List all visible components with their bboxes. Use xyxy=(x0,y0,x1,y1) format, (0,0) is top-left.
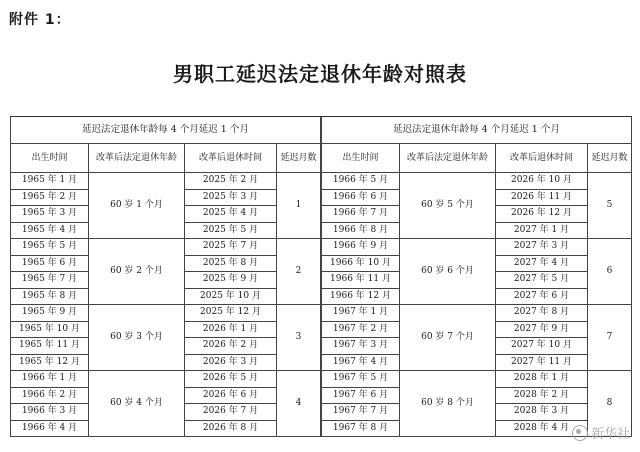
retirement-date-cell: 2026 年 1 月 xyxy=(185,321,277,338)
birth-date-cell: 1965 年 11 月 xyxy=(11,338,89,355)
birth-date-cell: 1966 年 8 月 xyxy=(322,222,400,239)
retirement-date-cell: 2027 年 4 月 xyxy=(496,255,588,272)
column-header-delay: 延迟月数 xyxy=(277,144,321,173)
retirement-age-cell: 60 岁 2 个月 xyxy=(89,239,185,305)
column-header-retire-date: 改革后退休时间 xyxy=(496,144,588,173)
retirement-date-cell: 2028 年 2 月 xyxy=(496,387,588,404)
retirement-date-cell: 2027 年 1 月 xyxy=(496,222,588,239)
retirement-date-cell: 2025 年 2 月 xyxy=(185,173,277,190)
table-row xyxy=(11,173,321,190)
birth-date-cell: 1965 年 6 月 xyxy=(11,255,89,272)
retirement-table-left xyxy=(10,116,321,437)
column-header-age: 改革后法定退休年龄 xyxy=(400,144,496,173)
table-row xyxy=(11,371,321,388)
band-caption: 延迟法定退休年龄每 4 个月延迟 1 个月 xyxy=(322,117,632,144)
retirement-date-cell: 2028 年 4 月 xyxy=(496,420,588,437)
retirement-age-cell: 60 岁 8 个月 xyxy=(400,371,496,437)
retirement-date-cell: 2026 年 7 月 xyxy=(185,404,277,421)
delay-months-cell: 8 xyxy=(588,371,632,437)
retirement-date-cell: 2027 年 5 月 xyxy=(496,272,588,289)
retirement-age-cell: 60 岁 6 个月 xyxy=(400,239,496,305)
retirement-date-cell: 2026 年 6 月 xyxy=(185,387,277,404)
retirement-date-cell: 2027 年 9 月 xyxy=(496,321,588,338)
delay-months-cell: 2 xyxy=(277,239,321,305)
retirement-date-cell: 2028 年 3 月 xyxy=(496,404,588,421)
retirement-date-cell: 2025 年 7 月 xyxy=(185,239,277,256)
table-row xyxy=(322,305,632,322)
birth-date-cell: 1965 年 7 月 xyxy=(11,272,89,289)
birth-date-cell: 1965 年 3 月 xyxy=(11,206,89,223)
retirement-date-cell: 2028 年 1 月 xyxy=(496,371,588,388)
retirement-date-cell: 2027 年 10 月 xyxy=(496,338,588,355)
retirement-date-cell: 2025 年 10 月 xyxy=(185,288,277,305)
delay-months-cell: 4 xyxy=(277,371,321,437)
birth-date-cell: 1965 年 8 月 xyxy=(11,288,89,305)
column-header-birth: 出生时间 xyxy=(322,144,400,173)
birth-date-cell: 1965 年 12 月 xyxy=(11,354,89,371)
retirement-date-cell: 2025 年 4 月 xyxy=(185,206,277,223)
retirement-age-cell: 60 岁 7 个月 xyxy=(400,305,496,371)
retirement-date-cell: 2027 年 6 月 xyxy=(496,288,588,305)
delay-months-cell: 3 xyxy=(277,305,321,371)
birth-date-cell: 1966 年 9 月 xyxy=(322,239,400,256)
birth-date-cell: 1967 年 4 月 xyxy=(322,354,400,371)
retirement-age-cell: 60 岁 4 个月 xyxy=(89,371,185,437)
retirement-date-cell: 2025 年 12 月 xyxy=(185,305,277,322)
table-row xyxy=(11,305,321,322)
document-title: 男职工延迟法定退休年龄对照表 xyxy=(173,62,467,86)
birth-date-cell: 1966 年 2 月 xyxy=(11,387,89,404)
birth-date-cell: 1966 年 1 月 xyxy=(11,371,89,388)
birth-date-cell: 1967 年 8 月 xyxy=(322,420,400,437)
delay-months-cell: 6 xyxy=(588,239,632,305)
retirement-age-cell: 60 岁 3 个月 xyxy=(89,305,185,371)
retirement-date-cell: 2025 年 5 月 xyxy=(185,222,277,239)
table-row xyxy=(322,371,632,388)
retirement-age-cell: 60 岁 5 个月 xyxy=(400,173,496,239)
birth-date-cell: 1966 年 4 月 xyxy=(11,420,89,437)
watermark-logo-icon xyxy=(572,425,588,441)
birth-date-cell: 1967 年 7 月 xyxy=(322,404,400,421)
column-header-retire-date: 改革后退休时间 xyxy=(185,144,277,173)
column-header-delay: 延迟月数 xyxy=(588,144,632,173)
birth-date-cell: 1965 年 1 月 xyxy=(11,173,89,190)
retirement-date-cell: 2025 年 9 月 xyxy=(185,272,277,289)
retirement-date-cell: 2026 年 12 月 xyxy=(496,206,588,223)
retirement-date-cell: 2025 年 8 月 xyxy=(185,255,277,272)
birth-date-cell: 1966 年 10 月 xyxy=(322,255,400,272)
watermark xyxy=(572,423,630,442)
birth-date-cell: 1965 年 10 月 xyxy=(11,321,89,338)
delay-months-cell: 5 xyxy=(588,173,632,239)
birth-date-cell: 1966 年 12 月 xyxy=(322,288,400,305)
retirement-date-cell: 2026 年 10 月 xyxy=(496,173,588,190)
birth-date-cell: 1966 年 11 月 xyxy=(322,272,400,289)
birth-date-cell: 1967 年 3 月 xyxy=(322,338,400,355)
retirement-date-cell: 2026 年 8 月 xyxy=(185,420,277,437)
watermark-text: 新华社 xyxy=(590,427,630,442)
retirement-age-cell: 60 岁 1 个月 xyxy=(89,173,185,239)
birth-date-cell: 1967 年 1 月 xyxy=(322,305,400,322)
birth-date-cell: 1965 年 4 月 xyxy=(11,222,89,239)
birth-date-cell: 1966 年 6 月 xyxy=(322,189,400,206)
birth-date-cell: 1967 年 2 月 xyxy=(322,321,400,338)
birth-date-cell: 1967 年 6 月 xyxy=(322,387,400,404)
delay-months-cell: 7 xyxy=(588,305,632,371)
birth-date-cell: 1966 年 5 月 xyxy=(322,173,400,190)
retirement-date-cell: 2026 年 5 月 xyxy=(185,371,277,388)
birth-date-cell: 1965 年 5 月 xyxy=(11,239,89,256)
attachment-label: 附件 1： xyxy=(9,12,71,28)
retirement-date-cell: 2026 年 3 月 xyxy=(185,354,277,371)
retirement-table-right xyxy=(321,116,632,437)
table-row xyxy=(322,239,632,256)
band-caption: 延迟法定退休年龄每 4 个月延迟 1 个月 xyxy=(11,117,321,144)
retirement-date-cell: 2027 年 11 月 xyxy=(496,354,588,371)
birth-date-cell: 1967 年 5 月 xyxy=(322,371,400,388)
birth-date-cell: 1965 年 2 月 xyxy=(11,189,89,206)
birth-date-cell: 1966 年 3 月 xyxy=(11,404,89,421)
table-row xyxy=(11,239,321,256)
birth-date-cell: 1965 年 9 月 xyxy=(11,305,89,322)
delay-months-cell: 1 xyxy=(277,173,321,239)
column-header-age: 改革后法定退休年龄 xyxy=(89,144,185,173)
retirement-date-cell: 2026 年 2 月 xyxy=(185,338,277,355)
table-row xyxy=(322,173,632,190)
retirement-date-cell: 2027 年 8 月 xyxy=(496,305,588,322)
retirement-date-cell: 2026 年 11 月 xyxy=(496,189,588,206)
birth-date-cell: 1966 年 7 月 xyxy=(322,206,400,223)
retirement-date-cell: 2025 年 3 月 xyxy=(185,189,277,206)
retirement-date-cell: 2027 年 3 月 xyxy=(496,239,588,256)
column-header-birth: 出生时间 xyxy=(11,144,89,173)
